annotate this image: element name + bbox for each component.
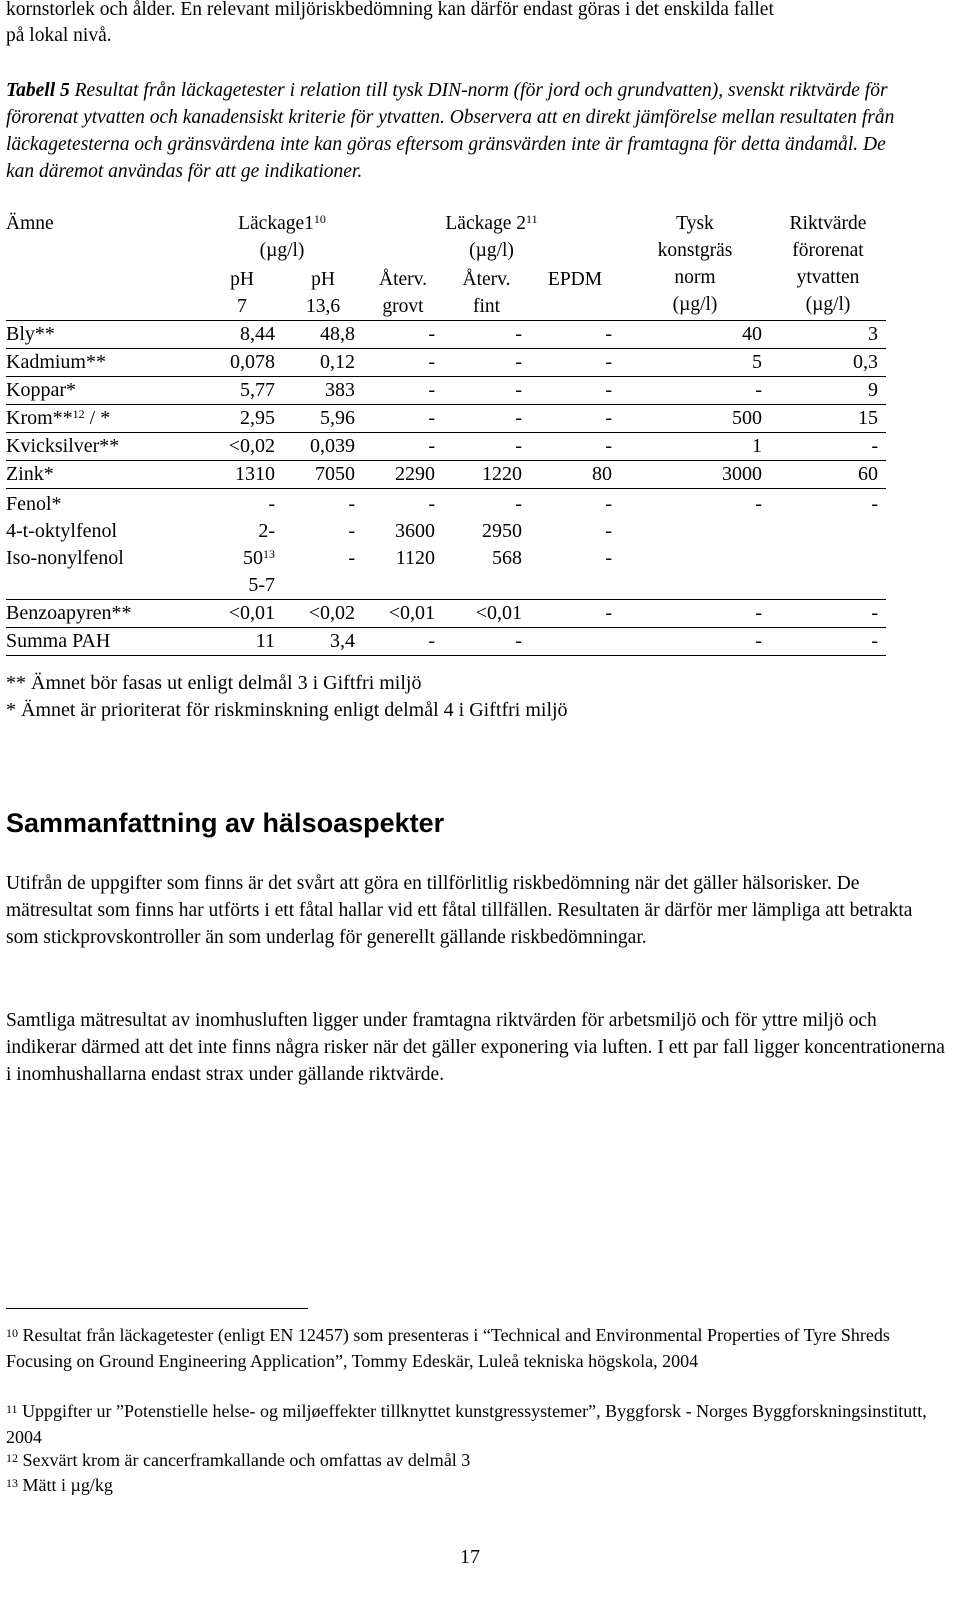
col-header-tysk: Tysk konstgräs norm (µg/l) bbox=[657, 213, 733, 315]
footnote-divider bbox=[6, 1308, 308, 1309]
table-row: Koppar* 5,77 383 - - - - 9 bbox=[6, 377, 886, 405]
footnote-11: $^{11}$ Uppgifter ur ”Potenstielle helse- og miljøeffekter tillknyttet kunstgressystemer”, Byggforsk - Norges Byggforskningsinstitutt, 2004 bbox=[6, 1401, 927, 1447]
table-row: Krom**$^{12}$ / * 2,95 5,96 - - - 500 15 bbox=[6, 405, 886, 433]
intro-line-1: kornstorlek och ålder. En relevant miljöriskbedömning kan därför endast göras i det enskilda fallet bbox=[6, 0, 774, 20]
table-row: Bly** 8,44 48,8 - - - 40 3 bbox=[6, 321, 886, 349]
page-number: 17 bbox=[460, 1546, 480, 1568]
col-header-ph13: pH 13,6 bbox=[305, 269, 341, 317]
table-row: Summa PAH 11 3,4 - - - - bbox=[6, 628, 886, 656]
table-row: Kvicksilver** <0,02 0,039 - - - 1 - bbox=[6, 433, 886, 461]
table-row: Zink* 1310 7050 2290 1220 80 3000 60 bbox=[6, 461, 886, 489]
col-header-aterv-grovt: Återv. grovt bbox=[378, 269, 427, 317]
col-header-lackage2: Läckage $2^{11}$ (µg/l) bbox=[445, 212, 538, 261]
table-note-1: ** Ämnet bör fasas ut enligt delmål 3 i Giftfri miljö bbox=[6, 672, 422, 694]
table-caption bbox=[6, 77, 906, 185]
col-header-epdm: EPDM bbox=[547, 269, 603, 290]
caption-label: Tabell 5 bbox=[6, 80, 70, 101]
intro-line-2: på lokal nivå. bbox=[6, 25, 112, 46]
table-row: Benzoapyren** <0,01 <0,02 <0,01 <0,01 - - - bbox=[6, 600, 886, 628]
table-row-phenols: Fenol* 4-t-oktylfenol Iso-nonylfenol - 2- $50^{13}$ 5-7 - - - - 3600 1120 - 2950 568 - - - - - bbox=[6, 489, 886, 600]
footnote-12: $^{12}$ Sexvärt krom är cancerframkallande och omfattas av delmål 3 bbox=[6, 1450, 471, 1470]
col-header-aterv-fint: Återv. fint bbox=[462, 269, 511, 317]
col-header-lackage1: $Läckage1^{10}$ (µg/l) bbox=[238, 212, 326, 261]
col-header-ph7: pH 7 bbox=[230, 269, 254, 317]
col-header-riktvarde: Riktvärde förorenat ytvatten (µg/l) bbox=[789, 213, 867, 315]
results-table bbox=[6, 210, 886, 656]
table-header-row bbox=[6, 210, 886, 264]
table-row: Kadmium** 0,078 0,12 - - - 5 0,3 bbox=[6, 349, 886, 377]
table-note-2: * Ämnet är prioriterat för riskminskning enligt delmål 4 i Giftfri miljö bbox=[6, 699, 568, 721]
summary-paragraph-1: Utifrån de uppgifter som finns är det svårt att göra en tillförlitlig riskbedömning när det gäller hälsorisker. De mätresultat som finns har utförts i ett fåtal hallar vid ett fåtal tillfällen. Resultaten är därför mer lämpliga att betrakta som stickprovskontroller än som underlag för generellt gällande riskbedömningar. bbox=[6, 873, 913, 948]
footnote-13: $^{13}$ Mätt i µg/kg bbox=[6, 1475, 113, 1495]
caption-text: Resultat från läckagetester i relation till tysk DIN-norm (för jord och grundvatten), svenskt riktvärde för förorenat ytvatten och kanadensiskt kriterie för ytvatten. Observera att en direkt jämförelse mellan resultaten från läckagetesterna och gränsvärdena inte kan göras eftersom gränsvärden inte är framtagna för detta ändamål. De kan däremot användas för att ge indikationer. bbox=[6, 80, 895, 182]
section-heading: Sammanfattning av hälsoaspekter bbox=[6, 808, 445, 838]
footnote-10: $^{10}$ Resultat från läckagetester (enligt EN 12457) som presenteras i “Technical and Environmental Properties of Tyre Shreds Focusing on Ground Engineering Application”, Tommy Edeskär, Luleå tekniska högskola, 2004 bbox=[6, 1325, 890, 1371]
col-header-amne: Ämne bbox=[6, 213, 54, 234]
summary-paragraph-2: Samtliga mätresultat av inomhusluften ligger under framtagna riktvärden för arbetsmiljö och för yttre miljö och indikerar därmed att det inte finns några risker när det gäller exponering via luften. I ett par fall ligger koncentrationerna i inomhushallarna endast strax under gällande riktvärde. bbox=[6, 1010, 945, 1085]
